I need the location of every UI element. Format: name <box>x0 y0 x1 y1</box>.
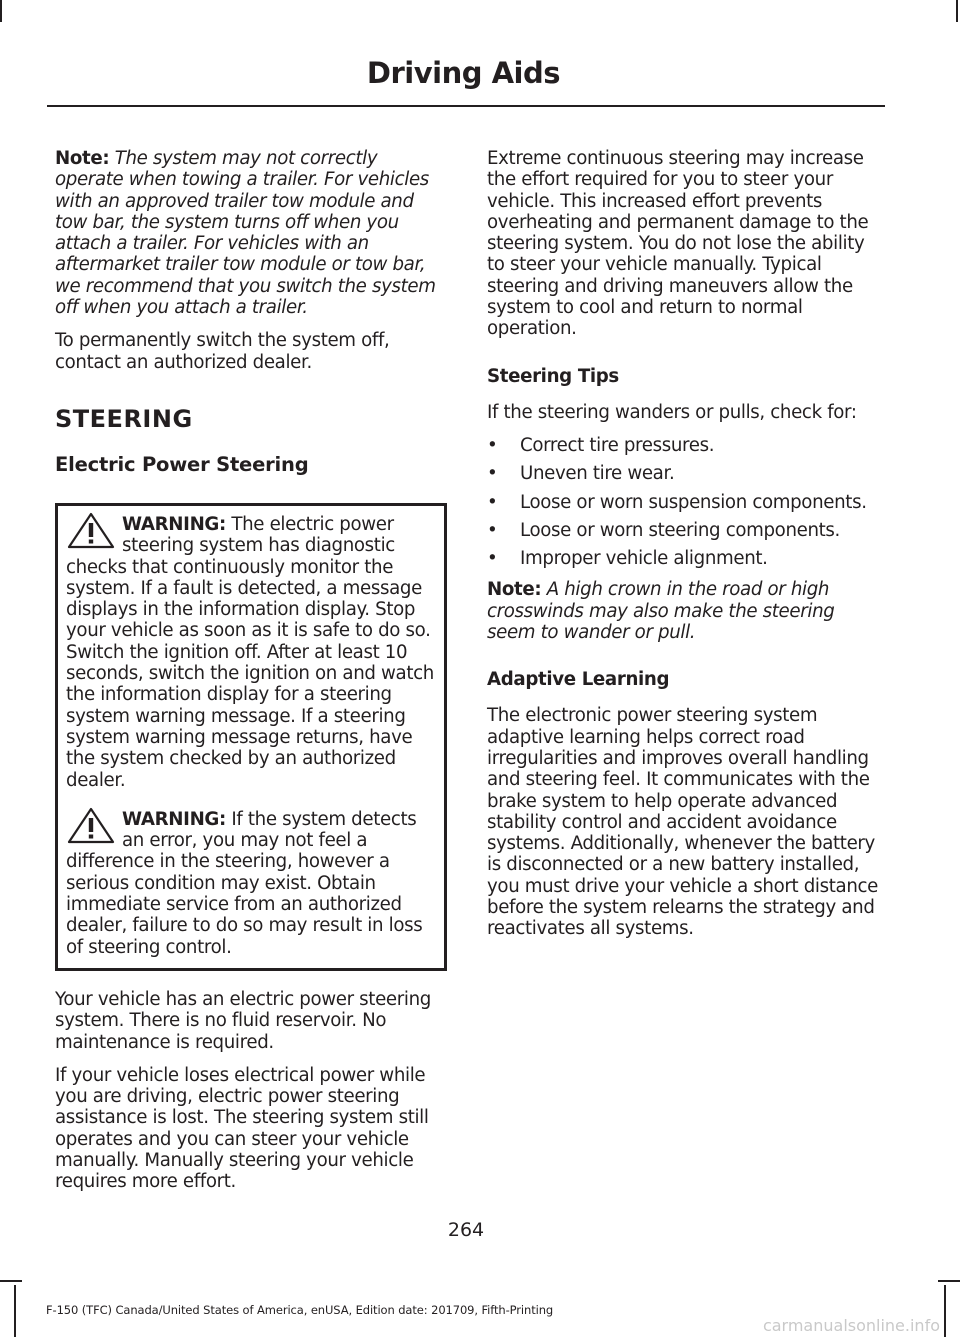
crop-mark-bottom-right <box>938 1280 960 1282</box>
note-trailer <box>55 148 447 318</box>
warning-label: WARNING: <box>122 808 226 830</box>
section-heading-steering: STEERING <box>55 404 193 433</box>
crop-mark-bottom-left <box>0 1280 22 1282</box>
heading-adaptive-learning: Adaptive Learning <box>487 669 670 691</box>
warning-triangle-icon <box>66 510 116 550</box>
paragraph-power-loss: If your vehicle loses electrical power while you are driving, electric power steering assistance is lost. The steering system still operates and you can steer your vehicle manually. Manually steering your vehicle requires more effort. <box>55 1064 429 1193</box>
list-item: • Correct tire pressures. <box>487 435 882 456</box>
note-crown <box>487 579 882 643</box>
warning-text: If the system detects an error, you may not feel a difference in the steering, however a serious condition may exist. Obtain immediate service from an authorized dealer, failure to do so may result in loss of steering control. <box>66 808 423 958</box>
left-column <box>55 148 447 1205</box>
paragraph-adaptive-learning: The electronic power steering system adaptive learning helps correct road irregularities and improves overall handling and steering feel. It communicates with the brake system to help operate advanced stability control and accident avoidance systems. Additionally, whenever the battery is disconnected or a new battery installed, you must drive your vehicle a short distance before the system relearns the strategy and reactivates all systems. <box>487 705 878 940</box>
list-item: • Loose or worn steering components. <box>487 520 882 541</box>
list-item: • Loose or worn suspension components. <box>487 492 882 513</box>
warning-label: WARNING: <box>122 513 226 535</box>
watermark: carmanualsonline.info <box>762 1316 940 1335</box>
crop-mark-bottom-left-v <box>14 1285 16 1337</box>
warning-triangle-icon <box>66 805 116 845</box>
note-text: The system may not correctly operate when towing a trailer. For vehicles with an approved trailer tow module and tow bar, the system turns off when you attach a trailer. For vehicles with an aftermarket trailer tow module or tow bar, we recommend that you switch the system off when you attach a trailer. <box>55 148 436 319</box>
list-item: • Uneven tire wear. <box>487 463 882 484</box>
paragraph-switch-off: To permanently switch the system off, contact an authorized dealer. <box>55 330 390 373</box>
crop-mark-bottom-right-v <box>944 1285 946 1337</box>
crop-mark-top-right <box>956 0 958 22</box>
warning-text: The electric power steering system has diagnostic checks that continuously monitor the system. If a fault is detected, a message displays in the information display. Stop your vehicle as soon as it is safe to do so. Switch the ignition off. After at least 10 seconds, switch the ignition on and watch the information display for a steering system warning message. If a steering system warning message returns, have the system checked by an authorized dealer. <box>66 513 434 791</box>
page-header-title: Driving Aids <box>366 56 560 90</box>
warning-item <box>66 809 436 958</box>
right-column <box>487 148 882 952</box>
edition-footer: F-150 (TFC) Canada/United States of America, enUSA, Edition date: 201709, Fifth-Printing <box>46 1303 554 1317</box>
page-number: 264 <box>447 1219 485 1241</box>
tips-list <box>487 435 882 569</box>
tips-intro: If the steering wanders or pulls, check for: <box>487 401 857 423</box>
header-divider <box>47 105 885 107</box>
note-label: Note: <box>55 148 110 169</box>
list-item: • Improper vehicle alignment. <box>487 548 882 569</box>
paragraph-no-maintenance: Your vehicle has an electric power steering system. There is no fluid reservoir. No maintenance is required. <box>55 988 431 1053</box>
subsection-heading-eps: Electric Power Steering <box>55 452 309 476</box>
note-label: Note: <box>487 579 542 601</box>
note-text: A high crown in the road or high crosswinds may also make the steering seem to wander or pull. <box>487 579 835 644</box>
crop-mark-top-left <box>0 0 2 22</box>
heading-steering-tips: Steering Tips <box>487 365 619 387</box>
warning-box <box>55 503 447 971</box>
paragraph-extreme-steering: Extreme continuous steering may increase the effort required for you to steer your vehicle. This increased effort prevents overheating and permanent damage to the steering system. You do not lose the ability to steer your vehicle manually. Typical steering and driving maneuvers allow the system to cool and return to normal operation. <box>487 148 869 340</box>
warning-item <box>66 514 436 791</box>
